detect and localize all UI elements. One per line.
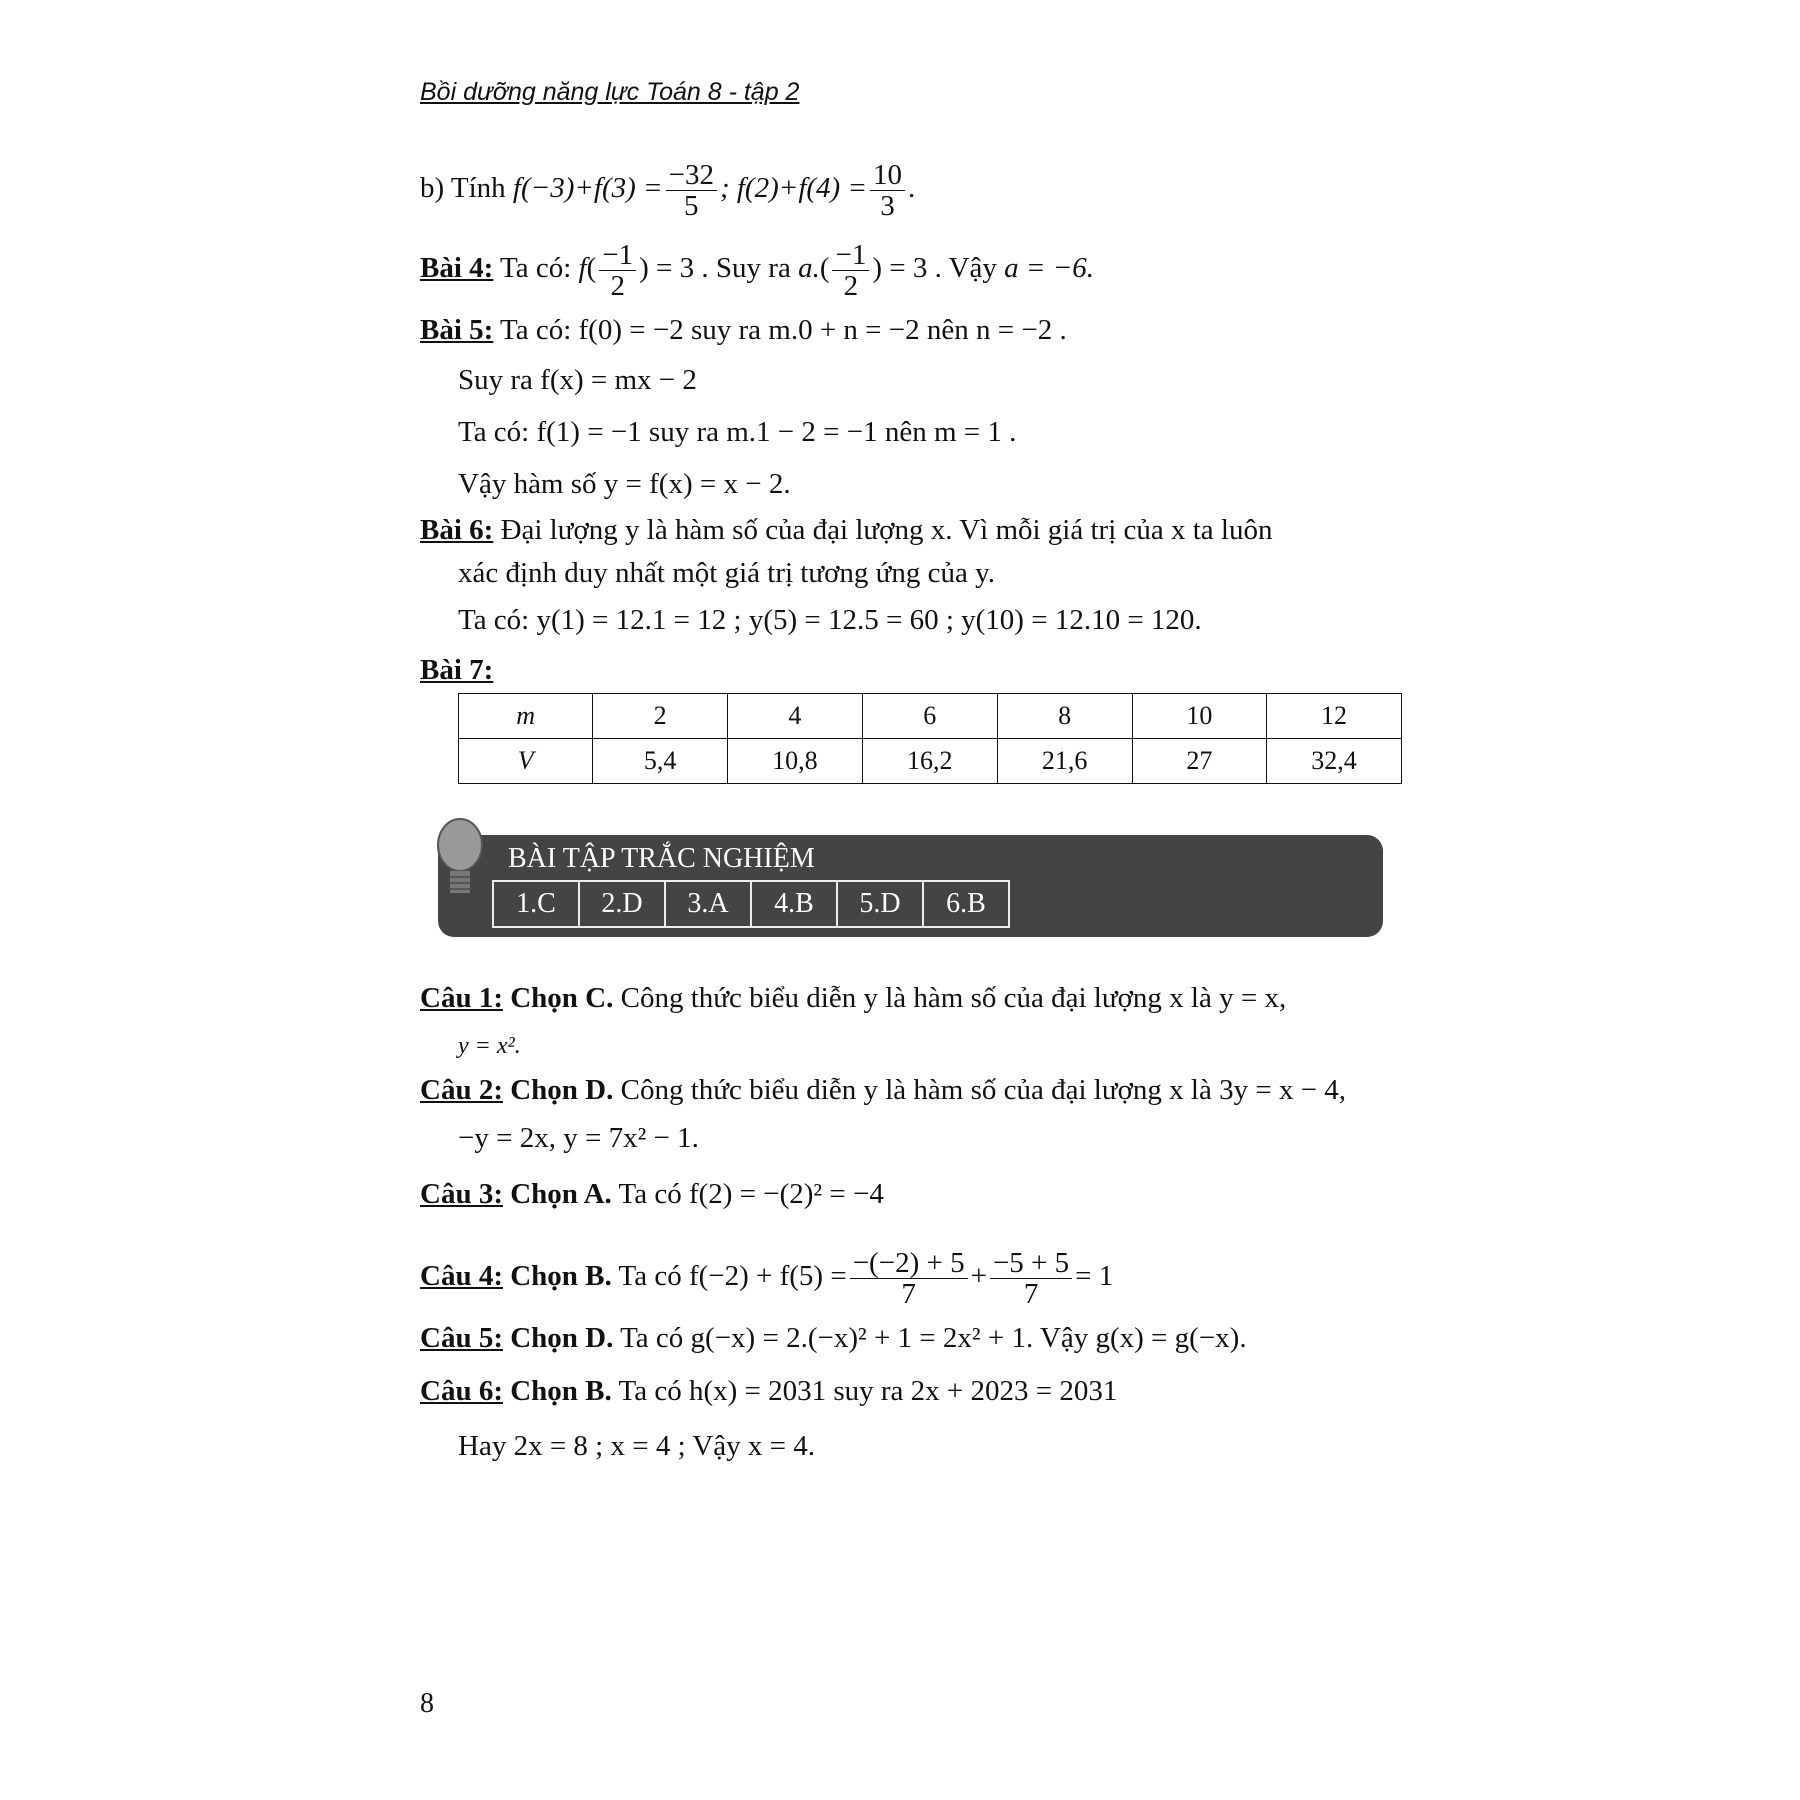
text-line: y = x².: [458, 1033, 521, 1059]
part-b-line: b) Tính f(−3)+f(3) = $\frac{-32}{5}$ ; f(2)+f(4) = $\frac{10}{3}$ .: [420, 159, 916, 222]
fraction: $\frac{10}{3}$: [870, 160, 905, 221]
cau1-line: Câu 1: Chọn C. Công thức biểu diễn y là hàm số của đại lượng x là y = x,: [420, 982, 1287, 1014]
cau4-line: Câu 4: Chọn B. Ta có f(−2) + f(5) = $\frac{-(-2) + 5}{7}$ + $\frac{-5 + 5}{7}$ = 1: [420, 1247, 1114, 1310]
lightbulb-icon: [432, 815, 488, 905]
cau5-line: Câu 5: Chọn D. Ta có g(−x) = 2.(−x)² + 1 = 2x² + 1. Vậy g(x) = g(−x).: [420, 1322, 1247, 1354]
answer-cell: 5.D: [838, 882, 924, 926]
bai4-line: Bài 4: Ta có: f( $\frac{-1}{2}$ ) = 3 . Suy ra a.( $\frac{-1}{2}$ ) = 3 . Vậy a = −6.: [420, 239, 1095, 302]
answer-key: [492, 880, 1010, 928]
running-header: Bồi dưỡng năng lực Toán 8 - tập 2: [420, 78, 800, 106]
answer-cell: 2.D: [580, 882, 666, 926]
bai5-line: Bài 5: Ta có: f(0) = −2 suy ra m.0 + n = −2 nên n = −2 .: [420, 314, 1067, 346]
answer-cell: 6.B: [946, 888, 986, 919]
answer-cell: 3.A: [666, 882, 752, 926]
text-line: −y = 2x, y = 7x² − 1.: [458, 1122, 699, 1154]
cau6-line: Câu 6: Chọn B. Ta có h(x) = 2031 suy ra 2x + 2023 = 2031: [420, 1375, 1118, 1407]
answer-cell: 4.B: [752, 882, 838, 926]
text-line: Ta có: y(1) = 12.1 = 12 ; y(5) = 12.5 = 60 ; y(10) = 12.10 = 120.: [458, 604, 1202, 636]
table-row: V 5,4 10,8 16,2 21,6 27 32,4: [459, 739, 1402, 784]
fraction: $\frac{-32}{5}$: [666, 160, 717, 221]
text-line: Ta có: f(1) = −1 suy ra m.1 − 2 = −1 nên m = 1 .: [458, 416, 1017, 448]
bai7-label: Bài 7:: [420, 654, 494, 686]
text-line: xác định duy nhất một giá trị tương ứng của y.: [458, 557, 995, 589]
text-line: Vậy hàm số y = f(x) = x − 2.: [458, 468, 791, 500]
table-row: m 2 4 6 8 10 12: [459, 694, 1402, 739]
cau3-line: Câu 3: Chọn A. Ta có f(2) = −(2)² = −4: [420, 1178, 884, 1210]
text-line: Suy ra f(x) = mx − 2: [458, 364, 697, 396]
answer-cell: 1.C: [494, 882, 580, 926]
mv-table: [458, 693, 1402, 784]
text-line: Hay 2x = 8 ; x = 4 ; Vậy x = 4.: [458, 1430, 816, 1462]
bai6-line: Bài 6: Đại lượng y là hàm số của đại lượng x. Vì mỗi giá trị của x ta luôn: [420, 514, 1273, 546]
cau2-line: Câu 2: Chọn D. Công thức biểu diễn y là hàm số của đại lượng x là 3y = x − 4,: [420, 1074, 1347, 1106]
page-number: 8: [420, 1688, 434, 1719]
quiz-title: BÀI TẬP TRẮC NGHIỆM: [508, 843, 815, 874]
